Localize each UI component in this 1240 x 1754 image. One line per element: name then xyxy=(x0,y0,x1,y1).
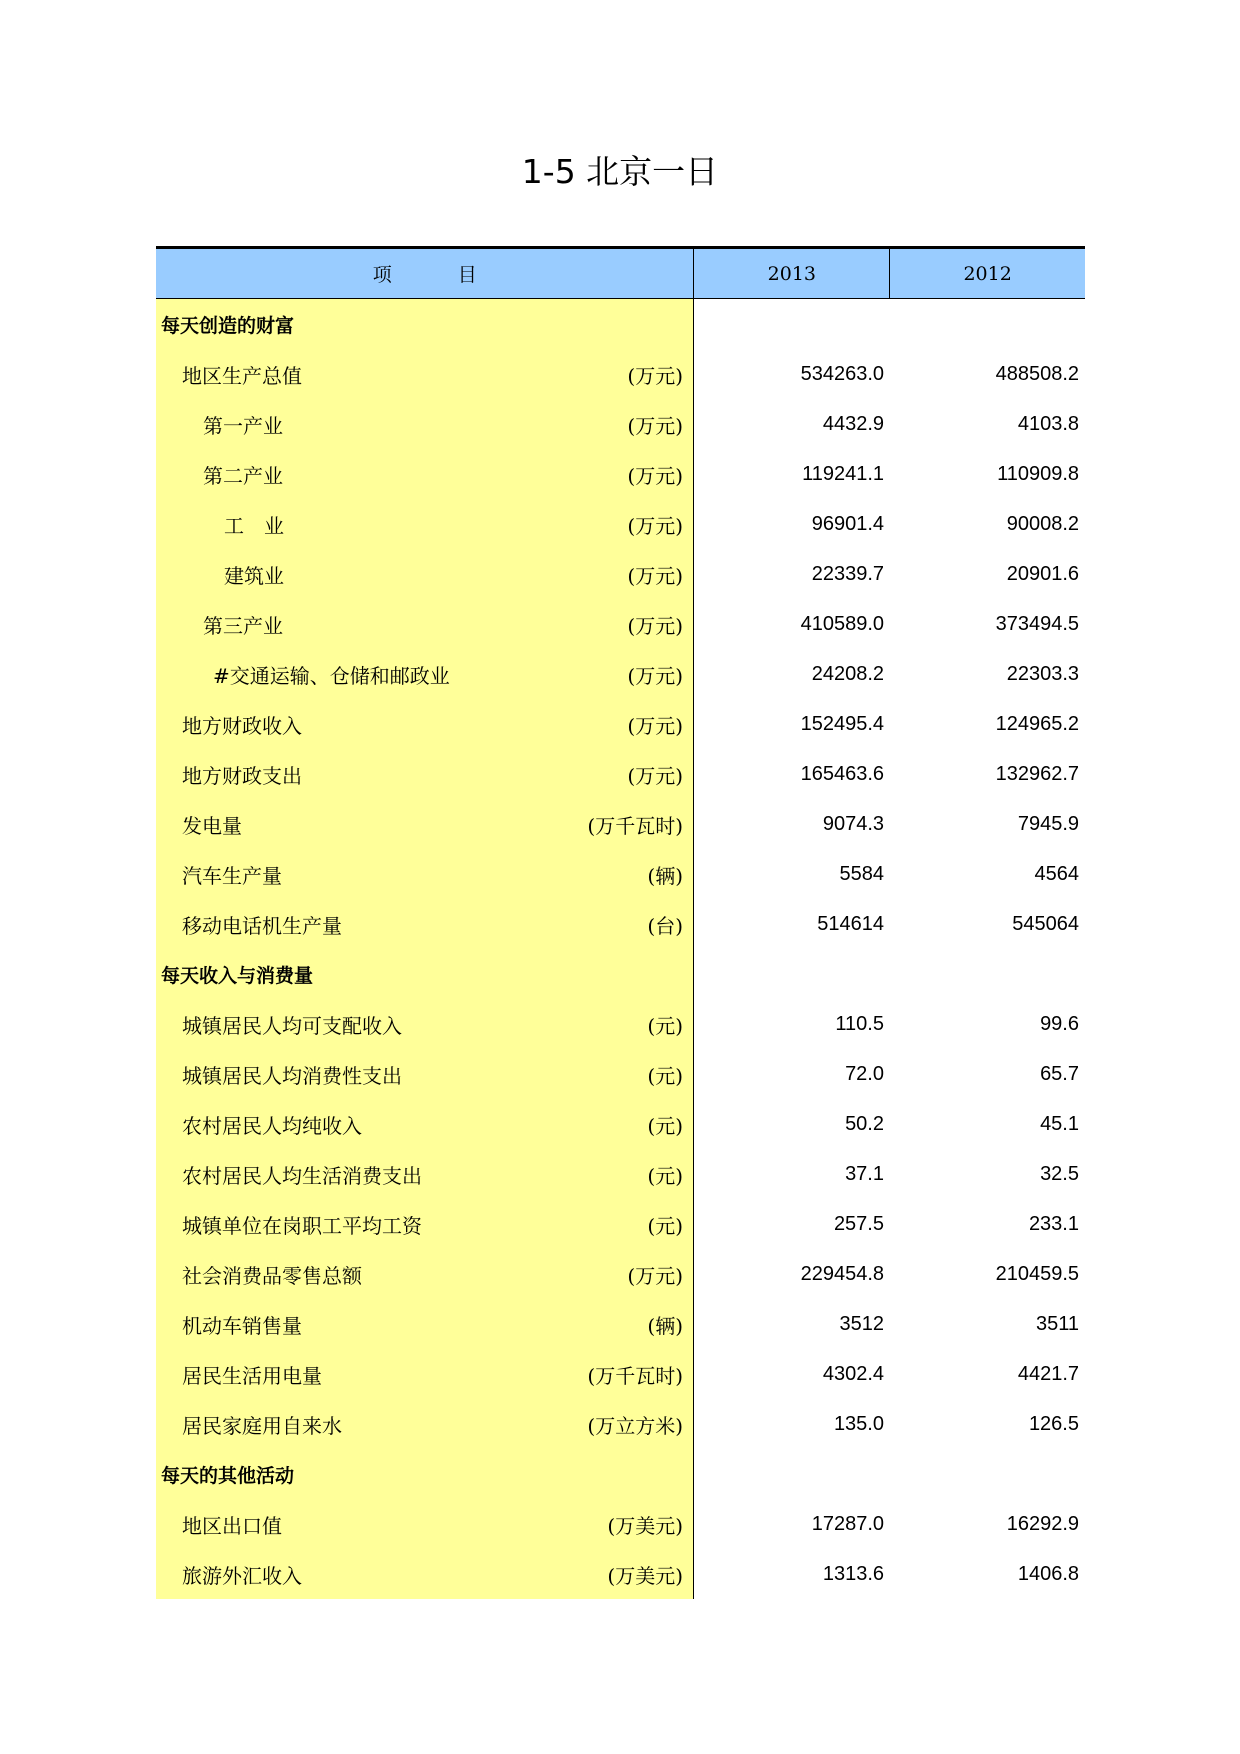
value-2013: 4302.4 xyxy=(822,1362,884,1385)
table-row xyxy=(156,1049,1085,1099)
value-2013: 152495.4 xyxy=(800,712,884,735)
table-body xyxy=(156,299,1085,1599)
header-2012: 2012 xyxy=(963,262,1012,285)
row-label: 地方财政收入 xyxy=(182,713,302,738)
value-2012: 1406.8 xyxy=(1017,1562,1079,1585)
value-2013: 22339.7 xyxy=(811,562,884,585)
page-title: 1-5 北京一日 xyxy=(521,152,719,191)
row-label: 地方财政支出 xyxy=(182,763,302,788)
table-row xyxy=(156,1149,1085,1199)
value-2013: 50.2 xyxy=(845,1112,884,1135)
value-2012: 3511 xyxy=(1035,1312,1079,1335)
row-label: 移动电话机生产量 xyxy=(182,913,342,938)
label-cell xyxy=(156,1549,694,1599)
value-2012: 22303.3 xyxy=(1006,662,1079,685)
row-unit: (元) xyxy=(647,1213,683,1238)
value-2012: 99.6 xyxy=(1040,1012,1079,1035)
value-2012: 545064 xyxy=(1012,912,1079,935)
value-2012 xyxy=(889,1449,1084,1499)
row-unit: (万元) xyxy=(627,363,683,388)
table-row xyxy=(156,1399,1085,1449)
row-label: 汽车生产量 xyxy=(182,863,282,888)
row-label: 农村居民人均生活消费支出 xyxy=(182,1163,422,1188)
row-label: 第三产业 xyxy=(203,613,283,638)
label-cell xyxy=(156,699,694,749)
value-2013: 9074.3 xyxy=(822,812,884,835)
label-cell xyxy=(156,1249,694,1299)
table-row xyxy=(156,799,1085,849)
label-cell xyxy=(156,1049,694,1099)
label-cell xyxy=(156,299,694,349)
value-2013: 3512 xyxy=(839,1312,884,1335)
value-2012: 4103.8 xyxy=(1017,412,1079,435)
row-label: 居民家庭用自来水 xyxy=(182,1413,342,1438)
label-cell xyxy=(156,399,694,449)
value-2013 xyxy=(694,1449,889,1499)
label-cell xyxy=(156,999,694,1049)
row-unit: (台) xyxy=(647,913,683,938)
row-label: #交通运输、仓储和邮政业 xyxy=(213,663,450,688)
row-unit: (万元) xyxy=(627,513,683,538)
section-title: 每天的其他活动 xyxy=(161,1464,295,1487)
table-row xyxy=(156,499,1085,549)
table-row xyxy=(156,449,1085,499)
table-row xyxy=(156,1499,1085,1549)
value-2013: 24208.2 xyxy=(811,662,884,685)
value-2013: 135.0 xyxy=(833,1412,884,1435)
value-2012 xyxy=(889,299,1084,349)
header-2013: 2013 xyxy=(694,249,890,298)
value-2013: 110.5 xyxy=(835,1012,884,1035)
header-item: 项 目 xyxy=(156,249,694,298)
section-title: 每天收入与消费量 xyxy=(161,964,314,987)
table-row xyxy=(156,849,1085,899)
value-2013: 96901.4 xyxy=(811,512,884,535)
value-2013: 514614 xyxy=(817,912,884,935)
section-title: 每天创造的财富 xyxy=(161,314,295,337)
row-unit: (万元) xyxy=(627,563,683,588)
label-cell xyxy=(156,899,694,949)
value-2012: 20901.6 xyxy=(1006,562,1079,585)
value-2013: 4432.9 xyxy=(822,412,884,435)
row-label: 社会消费品零售总额 xyxy=(182,1263,362,1288)
row-label: 工 业 xyxy=(224,513,284,538)
label-cell xyxy=(156,749,694,799)
value-2013: 410589.0 xyxy=(800,612,884,635)
table-row xyxy=(156,999,1085,1049)
row-unit: (万元) xyxy=(627,763,683,788)
table-row xyxy=(156,1349,1085,1399)
value-2012: 16292.9 xyxy=(1006,1512,1079,1535)
value-2013 xyxy=(694,949,889,999)
row-label: 居民生活用电量 xyxy=(182,1363,322,1388)
label-cell xyxy=(156,949,694,999)
label-cell xyxy=(156,599,694,649)
row-unit: (万元) xyxy=(627,413,683,438)
table-row xyxy=(156,1099,1085,1149)
table-row xyxy=(156,1299,1085,1349)
label-cell xyxy=(156,1499,694,1549)
row-unit: (万立方米) xyxy=(587,1413,683,1438)
row-label: 城镇居民人均消费性支出 xyxy=(182,1063,402,1088)
value-2013: 5584 xyxy=(839,862,884,885)
row-label: 第一产业 xyxy=(203,413,283,438)
row-unit: (万美元) xyxy=(607,1513,683,1538)
label-cell xyxy=(156,1149,694,1199)
value-2013: 17287.0 xyxy=(811,1512,884,1535)
row-label: 城镇居民人均可支配收入 xyxy=(182,1013,402,1038)
row-unit: (万千瓦时) xyxy=(587,1363,683,1388)
row-unit: (元) xyxy=(647,1013,683,1038)
value-2013: 534263.0 xyxy=(800,362,884,385)
value-2012: 4564 xyxy=(1034,862,1079,885)
row-unit: (万美元) xyxy=(607,1563,683,1588)
table-row xyxy=(156,649,1085,699)
row-unit: (辆) xyxy=(647,1313,683,1338)
row-label: 地区出口值 xyxy=(182,1513,282,1538)
value-2012: 373494.5 xyxy=(995,612,1079,635)
row-label: 农村居民人均纯收入 xyxy=(182,1113,362,1138)
row-label: 机动车销售量 xyxy=(182,1313,302,1338)
label-cell xyxy=(156,1299,694,1349)
value-2013 xyxy=(694,299,889,349)
value-2012: 7945.9 xyxy=(1017,812,1079,835)
label-cell xyxy=(156,499,694,549)
table-row xyxy=(156,399,1085,449)
value-2013: 1313.6 xyxy=(822,1562,884,1585)
value-2012: 45.1 xyxy=(1040,1112,1079,1135)
value-2012: 126.5 xyxy=(1028,1412,1079,1435)
table-row xyxy=(156,899,1085,949)
row-unit: (万元) xyxy=(627,713,683,738)
row-unit: (万元) xyxy=(627,613,683,638)
table-row xyxy=(156,349,1085,399)
value-2013: 119241.1 xyxy=(802,462,884,485)
row-label: 建筑业 xyxy=(224,563,284,588)
section-row xyxy=(156,1449,1085,1499)
label-cell xyxy=(156,1199,694,1249)
section-row xyxy=(156,949,1085,999)
value-2013: 257.5 xyxy=(833,1212,884,1235)
row-unit: (辆) xyxy=(647,863,683,888)
table-row xyxy=(156,699,1085,749)
label-cell xyxy=(156,549,694,599)
table-row xyxy=(156,549,1085,599)
row-label: 第二产业 xyxy=(203,463,283,488)
row-unit: (万元) xyxy=(627,463,683,488)
value-2013: 72.0 xyxy=(845,1062,884,1085)
label-cell xyxy=(156,449,694,499)
row-unit: (元) xyxy=(647,1113,683,1138)
row-label: 旅游外汇收入 xyxy=(182,1563,302,1588)
row-unit: (万元) xyxy=(627,663,683,688)
value-2012: 4421.7 xyxy=(1017,1362,1079,1385)
value-2012: 233.1 xyxy=(1028,1212,1079,1235)
label-cell xyxy=(156,1349,694,1399)
label-cell xyxy=(156,1399,694,1449)
value-2012: 132962.7 xyxy=(995,762,1079,785)
value-2013: 37.1 xyxy=(845,1162,884,1185)
value-2012: 124965.2 xyxy=(995,712,1079,735)
label-cell xyxy=(156,649,694,699)
row-unit: (元) xyxy=(647,1163,683,1188)
table-row xyxy=(156,599,1085,649)
table-header xyxy=(156,246,1085,299)
value-2012: 110909.8 xyxy=(997,462,1079,485)
row-unit: (万千瓦时) xyxy=(587,813,683,838)
row-unit: (元) xyxy=(647,1063,683,1088)
table-row xyxy=(156,749,1085,799)
value-2012 xyxy=(889,949,1084,999)
value-2012: 90008.2 xyxy=(1006,512,1079,535)
section-row xyxy=(156,299,1085,349)
value-2012: 210459.5 xyxy=(995,1262,1079,1285)
value-2012: 65.7 xyxy=(1040,1062,1079,1085)
value-2012: 32.5 xyxy=(1040,1162,1079,1185)
table-row xyxy=(156,1249,1085,1299)
label-cell xyxy=(156,849,694,899)
row-label: 发电量 xyxy=(182,813,242,838)
label-cell xyxy=(156,1449,694,1499)
row-label: 地区生产总值 xyxy=(182,363,302,388)
label-cell xyxy=(156,349,694,399)
value-2013: 165463.6 xyxy=(800,762,884,785)
label-cell xyxy=(156,799,694,849)
statistics-table xyxy=(156,246,1085,1599)
table-row xyxy=(156,1199,1085,1249)
row-label: 城镇单位在岗职工平均工资 xyxy=(182,1213,422,1238)
row-unit: (万元) xyxy=(627,1263,683,1288)
value-2012: 488508.2 xyxy=(995,362,1079,385)
value-2013: 229454.8 xyxy=(800,1262,884,1285)
table-row xyxy=(156,1549,1085,1599)
label-cell xyxy=(156,1099,694,1149)
